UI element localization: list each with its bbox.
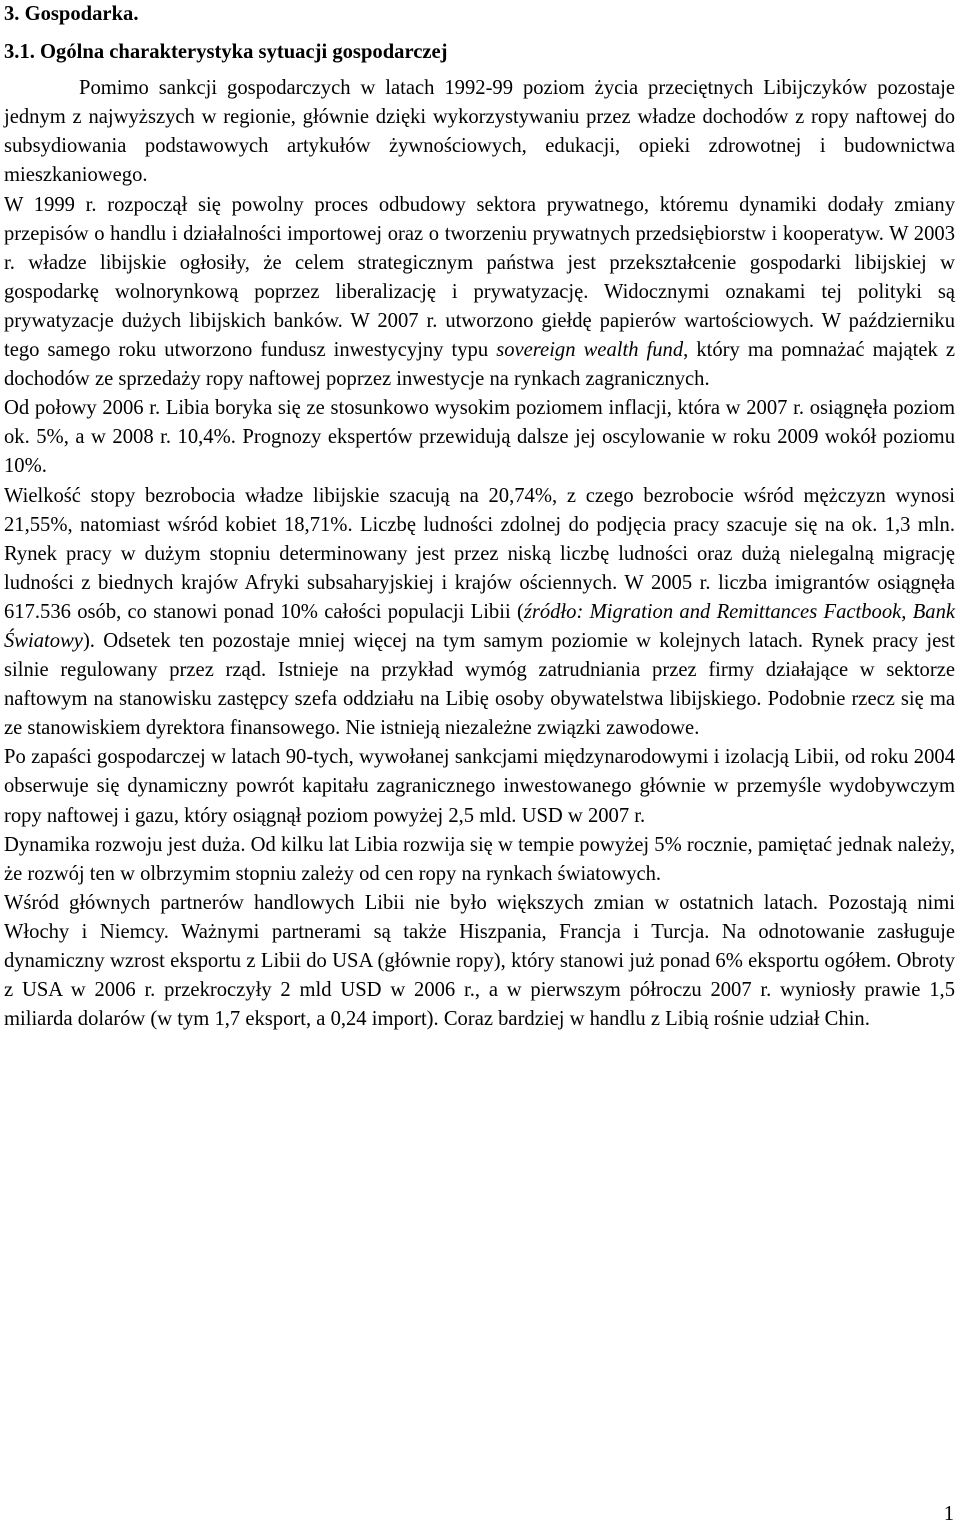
source-citation: źródło: Migration and Remittances Factbook, Bank Światowy — [4, 600, 956, 652]
paragraph-unemployment-text-end: ). Odsetek ten pozostaje mniej więcej na tym samym poziomie w kolejnych latach. Rynek pracy jest silnie regulowany przez rząd. Istnieje na przykład wymóg zatrudniania przez firmy działające w sektorze naftowym na stanowisku zastępcy szefa oddziału na Libię osoby obywatelstwa libijskiego. Podobnie rzecz się ma ze stanowiskiem dyrektora finansowego. Nie istnieją niezależne związki zawodowe. — [4, 629, 955, 740]
paragraph-inflation: Od połowy 2006 r. Libia boryka się ze stosunkowo wysokim poziomem inflacji, która w 2007 r. osiągnęła poziom ok. 5%, a w 2008 r. 10,4%. Prognozy ekspertów przewidują dalsze jej oscylowanie w roku 2009 wokół poziomu 10%. — [4, 397, 955, 478]
document-page — [4, 0, 955, 1034]
page-number: 1 — [943, 1503, 954, 1525]
paragraph-private-sector-text-end: , który ma pomnażać majątek z dochodów ze sprzedaży ropy naftowej poprzez inwestycje na rynkach zagranicznych. — [4, 339, 956, 391]
paragraph-trade-partners: Wśród głównych partnerów handlowych Libii nie było większych zmian w ostatnich latach. Pozostają nimi Włochy i Niemcy. Ważnymi partnerami są także Hiszpania, Francja i Turcja. Na odnotowanie zasługuje dynamiczny wzrost eksportu z Libii do USA (głównie ropy), który stanowi już ponad 6% eksportu ogółem. Obroty z USA w 2006 r. przekroczyły 2 mld USD w 2006 r., a w pierwszym półroczu 2007 r. wyniosły prawie 1,5 miliarda dolarów (w tym 1,7 eksport, a 0,24 import). Coraz bardziej w handlu z Libią rośnie udział Chin. — [4, 891, 955, 1031]
fund-type-term: sovereign wealth fund — [496, 339, 684, 362]
section-heading: 3. Gospodarka. — [4, 3, 139, 25]
paragraph-private-sector-text: W 1999 r. rozpoczął się powolny proces odbudowy sektora prywatnego, któremu dynamiki dodały zmiany przepisów o handlu i działalności importowej oraz o tworzeniu prywatnych przedsiębiorstw i kooperatyw. W 2003 r. władze libijskie ogłosiły, że celem strategicznym państwa jest przekształcenie gospodarki libijskiej w gospodarkę wolnorynkową poprzez liberalizację i prywatyzację. Widocznymi oznakami tej polityki są prywatyzacje dużych libijskich banków. W 2007 r. utworzono giełdę papierów wartościowych. W październiku tego samego roku utworzono fundusz inwestycyjny typu — [4, 193, 955, 362]
paragraph-growth: Dynamika rozwoju jest duża. Od kilku lat Libia rozwija się w tempie powyżej 5% rocznie, pamiętać jednak należy, że rozwój ten w olbrzymim stopniu zależy od cen ropy na rynkach światowych. — [4, 833, 955, 885]
paragraph-living-standard: Pomimo sankcji gospodarczych w latach 1992-99 poziom życia przeciętnych Libijczyków pozostaje jednym z najwyższych w regionie, głównie dzięki wykorzystywaniu przez władze dochodów z ropy naftowej do subsydiowania podstawowych artykułów żywnościowych, edukacji, opieki zdrowotnej i budownictwa mieszkaniowego. — [4, 77, 955, 187]
paragraph-unemployment — [4, 482, 955, 744]
paragraph-unemployment-text: Wielkość stopy bezrobocia władze libijskie szacują na 20,74%, z czego bezrobocie wśród mężczyzn wynosi 21,55%, natomiast wśród kobiet 18,71%. Liczbę ludności zdolnej do podjęcia pracy szacuje się na ok. 1,3 mln. Rynek pracy w dużym stopniu determinowany jest przez niską liczbę ludności oraz dużą nielegalną migrację ludności z biednych krajów Afryki subsaharyjskiej i krajów ościennych. W 2005 r. liczba imigrantów osiągnęła 617.536 osób, co stanowi ponad 10% całości populacji Libii ( — [4, 484, 955, 623]
paragraph-foreign-capital: Po zapaści gospodarczej w latach 90-tych, wywołanej sankcjami międzynarodowymi i izolacją Libii, od roku 2004 obserwuje się dynamiczny powrót kapitału zagranicznego inwestowanego głównie w przemyśle wydobywczym ropy naftowej i gazu, który osiągnął poziom powyżej 2,5 mld. USD w 2007 r. — [4, 746, 955, 827]
subsection-heading: 3.1. Ogólna charakterystyka sytuacji gospodarczej — [4, 41, 448, 64]
paragraph-private-sector — [4, 191, 955, 395]
